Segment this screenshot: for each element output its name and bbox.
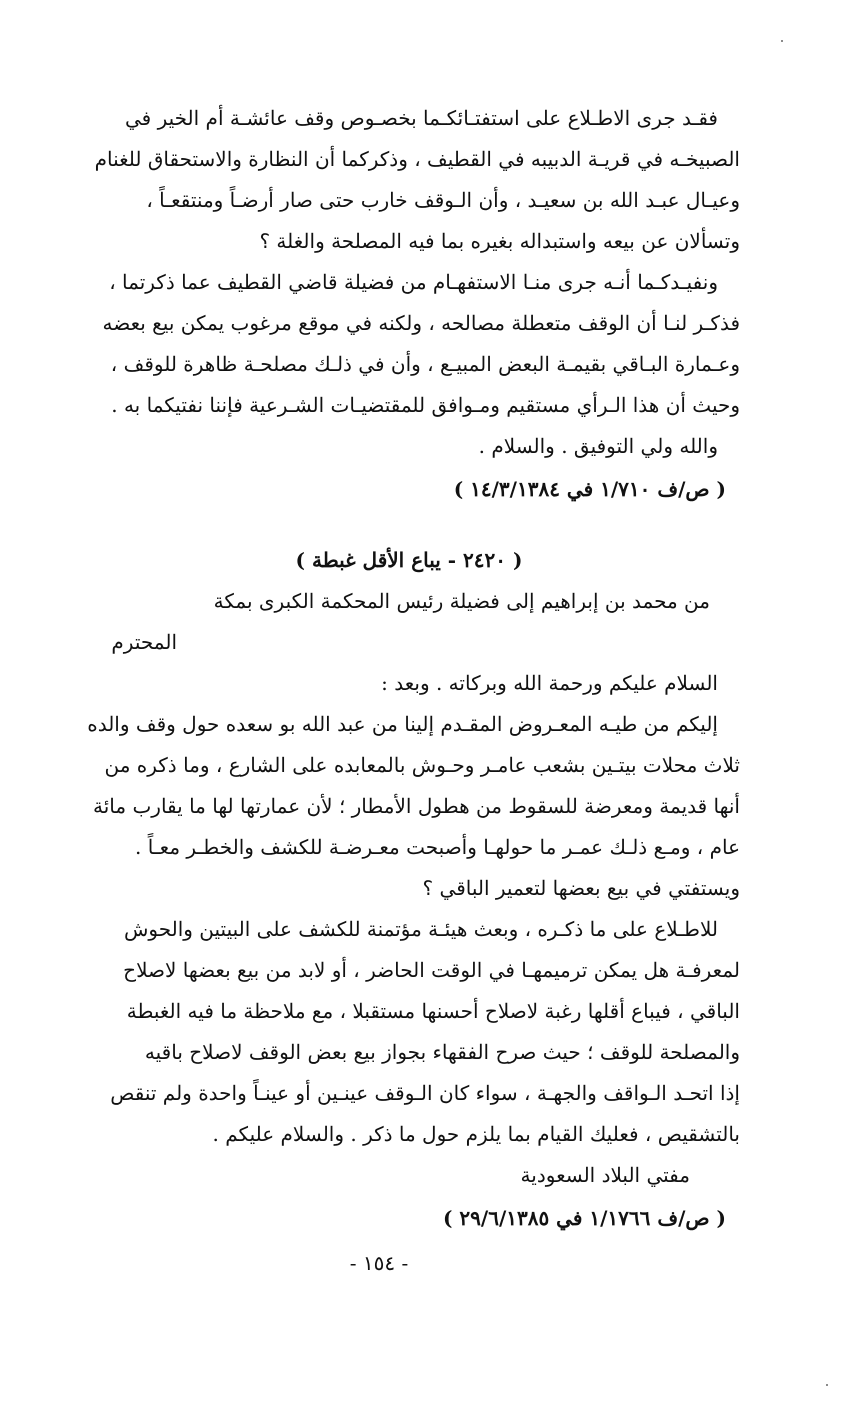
- text-line: بالتشقيص ، فعليك القيام بما يلزم حول ما ذكر . والسلام عليكم .: [212, 1122, 740, 1146]
- closing-line: والله ولي التوفيق . والسلام .: [478, 434, 718, 458]
- reference-citation: ( ص/ف ١/٧١٠ في ١٤/٣/١٣٨٤ ): [453, 477, 726, 501]
- text-line: فقـد جرى الاطـلاع على استفتـائكـما بخصـوص وقف عائشـة أم الخير في: [124, 106, 718, 130]
- text-line: والمصلحة للوقف ؛ حيث صرح الفقهاء بجواز بيع بعض الوقف لاصلاح باقيه: [144, 1040, 740, 1064]
- text-line: وعـمارة البـاقي بقيمـة البعض المبيـع ، وأن في ذلـك مصلحـة ظاهرة للوقف ،: [110, 352, 740, 376]
- scan-speck: [781, 40, 783, 42]
- text-line: إليكم من طيـه المعـروض المقـدم إلينا من عبد الله بو سعده حول وقف والده: [87, 712, 718, 736]
- section-heading: ( ٢٤٢٠ - يباع الأقل غبطة ): [295, 548, 523, 572]
- text-line: إذا اتحـد الـواقف والجهـة ، سواء كان الـوقف عينـين أو عينـاً واحدة ولم تنقص: [110, 1081, 740, 1105]
- text-line: فذكـر لنـا أن الوقف متعطلة مصالحه ، ولكنه في موقع مرغوب يمكن بيع بعضه: [102, 311, 740, 335]
- text-line: لمعرفـة هل يمكن ترميمهـا في الوقت الحاضر ، أو لابد من بيع بعضها لاصلاح: [123, 958, 740, 982]
- text-line: الصبيخـه في قريـة الدبيبه في القطيف ، وذكركما أن النظارة والاستحقاق للغنام: [94, 147, 740, 171]
- text-line: ونفيـدكـما أنـه جرى منـا الاستفهـام من فضيلة قاضي القطيف عما ذكرتما ،: [109, 270, 718, 294]
- text-line: وعيـال عبـد الله بن سعيـد ، وأن الـوقف خارب حتى صار أرضـاً ومنتقعـاً ،: [146, 188, 740, 212]
- scan-speck: [826, 1384, 828, 1386]
- text-line: أنها قديمة ومعرضة للسقوط من هطول الأمطار ؛ لأن عمارتها لها ما يقارب مائة: [93, 794, 740, 818]
- fatwa-answer-paragraph: [78, 262, 740, 426]
- text-line: عام ، ومـع ذلـك عمـر ما حولهـا وأصبحت معـرضـة للكشف والخطـر معـاً .: [135, 835, 740, 859]
- sender-line: من محمد بن إبراهيم إلى فضيلة رئيس المحكمة الكبرى بمكة: [213, 589, 710, 613]
- honorific: المحترم: [111, 630, 177, 654]
- reference-citation: ( ص/ف ١/١٧٦٦ في ٢٩/٦/١٣٨٥ ): [442, 1206, 726, 1230]
- text-line: للاطـلاع على ما ذكـره ، وبعث هيئـة مؤتمنة للكشف على البيتين والحوش: [123, 917, 718, 941]
- fatwa-continuation-paragraph: [78, 98, 740, 262]
- text-line: وحيث أن هذا الـرأي مستقيم ومـوافق للمقتضيـات الشـرعية فإننا نفتيكما به .: [111, 393, 740, 417]
- ruling-paragraph: [78, 909, 740, 1155]
- greeting-line: السلام عليكم ورحمة الله وبركاته . وبعد :: [381, 671, 718, 695]
- page-body: [78, 98, 740, 1284]
- text-line: الباقي ، فيباع أقلها رغبة لاصلاح أحسنها مستقبلا ، مع ملاحظة ما فيه الغبطة: [126, 999, 740, 1023]
- text-line: وتسألان عن بيعه واستبداله بغيره بما فيه المصلحة والغلة ؟: [259, 229, 740, 253]
- signature: مفتي البلاد السعودية: [520, 1163, 690, 1187]
- request-paragraph: [78, 704, 740, 909]
- text-line: ثلاث محلات بيتـين بشعب عامـر وحـوش بالمعابده على الشارع ، وما ذكره من: [104, 753, 740, 777]
- text-line: ويستفتي في بيع بعضها لتعمير الباقي ؟: [422, 876, 740, 900]
- page-number: - ١٥٤ -: [349, 1251, 409, 1275]
